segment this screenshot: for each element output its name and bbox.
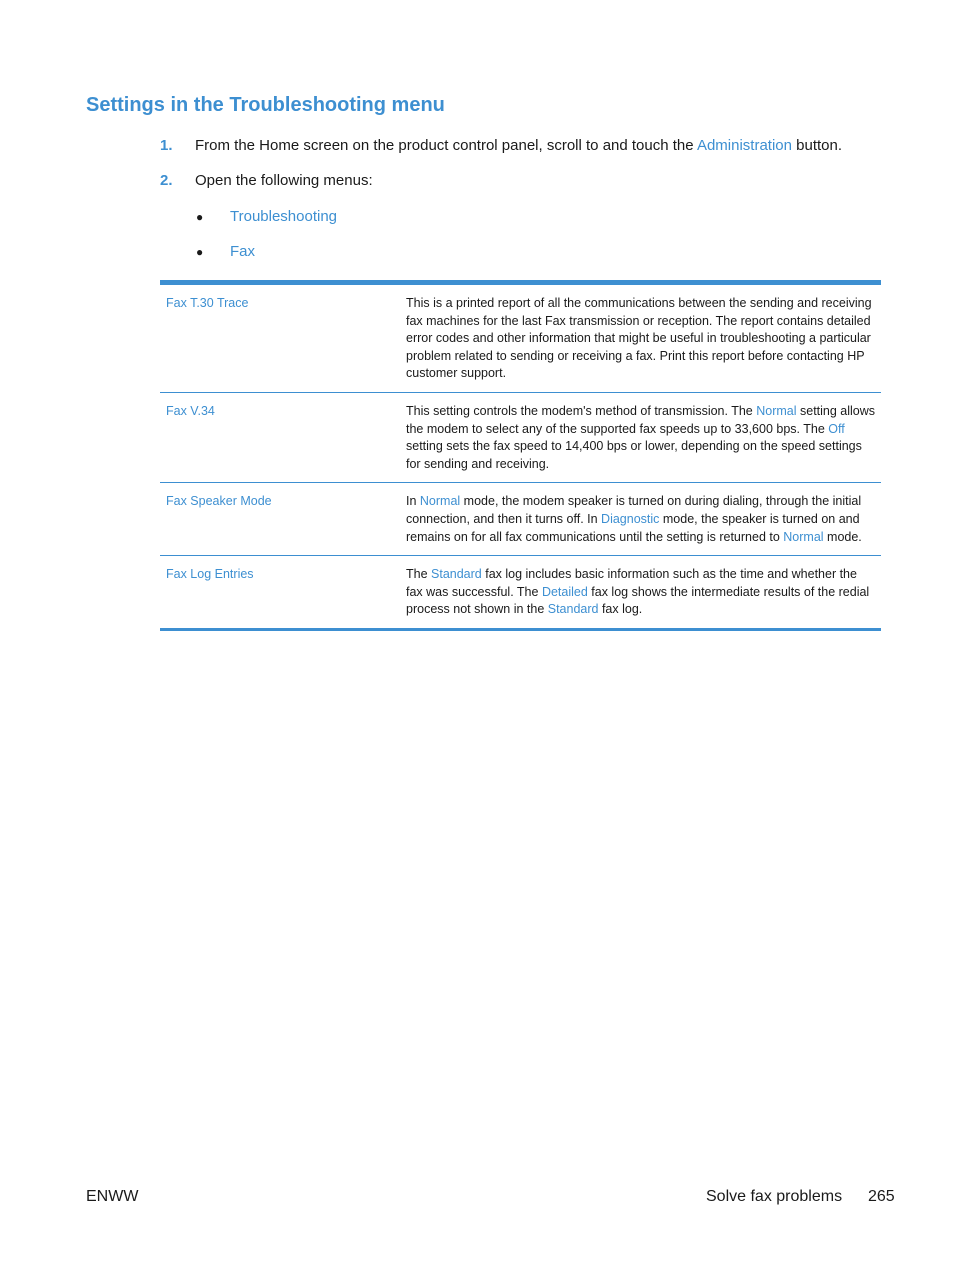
option-detailed: Detailed bbox=[541, 584, 588, 599]
footer-section: Solve fax problems bbox=[706, 1188, 843, 1205]
table-row bbox=[160, 556, 881, 628]
bullet-icon: ● bbox=[196, 210, 204, 224]
table-row bbox=[160, 285, 881, 393]
setting-description: This is a printed report of all the communications between the sending and receiving fax machines for the last Fax transmission or reception. The report contains detailed error codes and other information that might be useful in troubleshooting a particular problem related to sending or receiving a fax. Print this report before contacting HP customer support. bbox=[406, 296, 872, 381]
option-normal: Normal bbox=[783, 529, 824, 544]
table-row bbox=[160, 483, 881, 556]
menu-item-troubleshooting bbox=[196, 208, 337, 226]
setting-description: This setting controls the modem's method of transmission. The Normal setting allows the modem to select any of the supported fax speeds up to 33,600 bps. The Off setting sets the fax speed to 14,400 bps or lower, depending on the speed settings for sending and receiving. bbox=[406, 403, 876, 471]
step-text: Open the following menus: bbox=[195, 172, 373, 189]
setting-name[interactable]: Fax Log Entries bbox=[166, 567, 254, 582]
step-2 bbox=[160, 172, 373, 190]
setting-name[interactable]: Fax Speaker Mode bbox=[166, 494, 272, 509]
setting-description: The Standard fax log includes basic information such as the time and whether the fax was successful. The Detailed fax log shows the intermediate results of the redial process not shown in the Standard fax log. bbox=[406, 567, 870, 617]
step-1 bbox=[160, 137, 842, 155]
table-row bbox=[160, 393, 881, 483]
step-text-end: button. bbox=[792, 137, 843, 154]
troubleshooting-link[interactable]: Troubleshooting bbox=[230, 208, 338, 225]
administration-link[interactable]: Administration bbox=[696, 137, 792, 154]
option-diagnostic: Diagnostic bbox=[601, 511, 660, 526]
option-off: Off bbox=[828, 421, 845, 436]
option-normal: Normal bbox=[419, 494, 461, 509]
bullet-icon: ● bbox=[196, 245, 204, 259]
page-number: 265 bbox=[868, 1188, 895, 1205]
settings-table bbox=[160, 280, 881, 631]
footer-enww: ENWW bbox=[86, 1188, 139, 1205]
menu-item-fax bbox=[196, 243, 255, 261]
setting-name[interactable]: Fax T.30 Trace bbox=[166, 296, 249, 310]
setting-description: In Normal mode, the modem speaker is turned on during dialing, through the initial connection, and then it turns off. In Diagnostic mode, the speaker is turned on and remains on for all fax communications until the setting is returned to Normal mode. bbox=[406, 494, 862, 544]
option-standard: Standard bbox=[431, 567, 482, 582]
step-number: 2. bbox=[160, 172, 173, 189]
fax-link[interactable]: Fax bbox=[230, 243, 256, 260]
step-text: From the Home screen on the product control panel, scroll to and touch the bbox=[195, 137, 697, 154]
page-title: Settings in the Troubleshooting menu bbox=[86, 94, 445, 116]
option-normal: Normal bbox=[756, 403, 797, 418]
setting-name[interactable]: Fax V.34 bbox=[166, 403, 215, 418]
option-standard: Standard bbox=[547, 602, 599, 617]
step-number: 1. bbox=[160, 137, 173, 154]
